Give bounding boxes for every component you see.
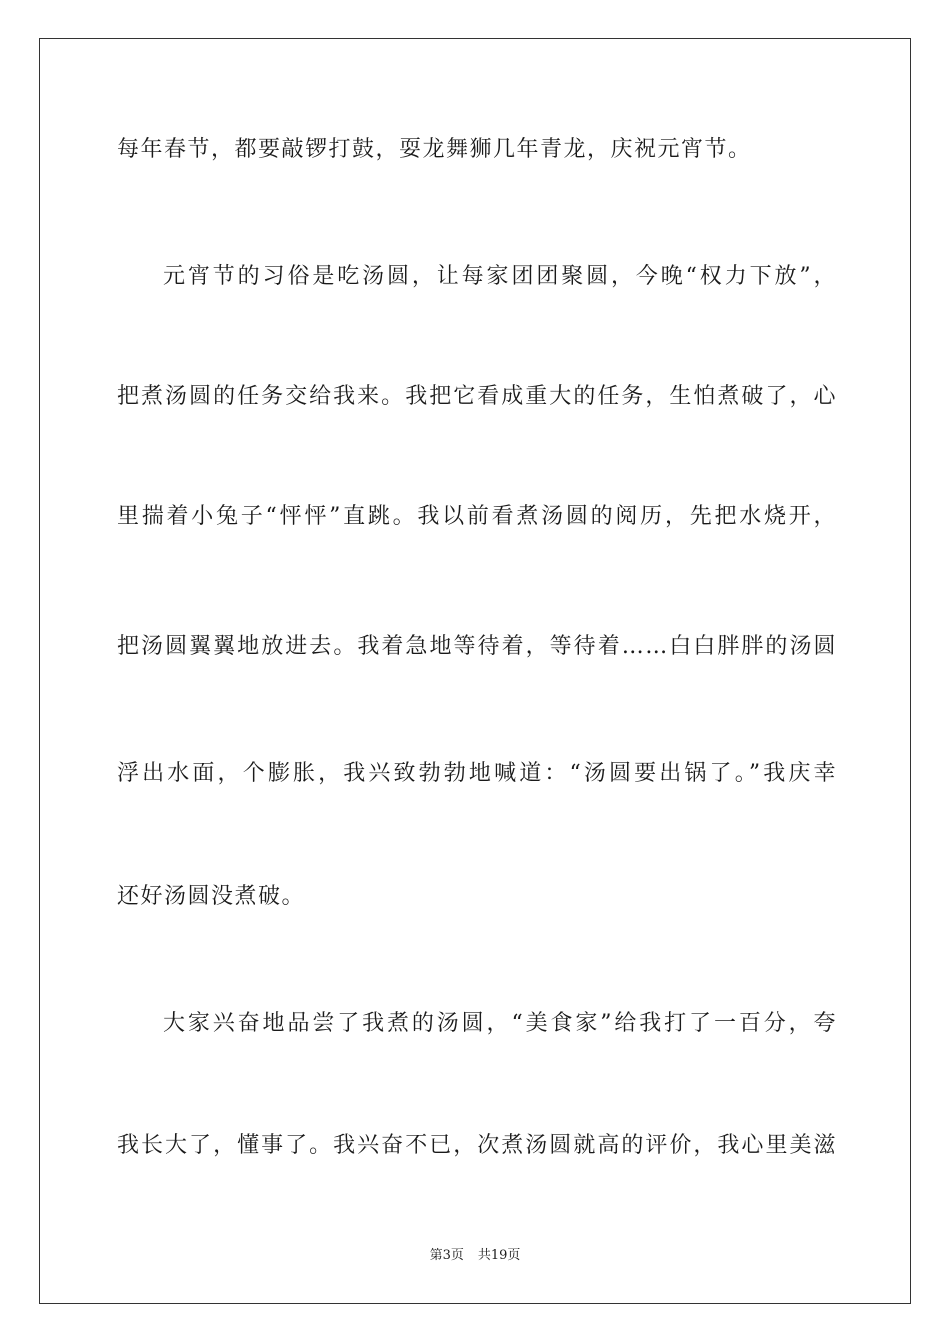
page-border — [39, 38, 911, 1304]
paragraph-line: 里揣着小兔子“怦怦”直跳。我以前看煮汤圆的阅历，先把水烧开， — [117, 504, 837, 529]
total-pages: 共19页 — [477, 1248, 521, 1263]
paragraph-line: 我长大了，懂事了。我兴奋不已，次煮汤圆就高的评价，我心里美滋 — [117, 1133, 837, 1158]
paragraph-line: 把煮汤圆的任务交给我来。我把它看成重大的任务，生怕煮破了，心 — [117, 384, 837, 409]
paragraph-line: 每年春节，都要敲锣打鼓，耍龙舞狮几年青龙，庆祝元宵节。 — [117, 137, 752, 162]
paragraph-line: 大家兴奋地品尝了我煮的汤圆，“美食家”给我打了一百分，夸 — [163, 1011, 837, 1036]
page-footer — [0, 1247, 950, 1265]
paragraph-line: 把汤圆翼翼地放进去。我着急地等待着，等待着……白白胖胖的汤圆 — [117, 634, 837, 659]
paragraph-line: 浮出水面，个膨胀，我兴致勃勃地喊道：“汤圆要出锅了。”我庆幸 — [117, 761, 837, 786]
paragraph-line: 还好汤圆没煮破。 — [117, 884, 306, 909]
paragraph-line: 元宵节的习俗是吃汤圆，让每家团团聚圆，今晚“权力下放”， — [163, 264, 837, 289]
page-number: 第3页 — [429, 1248, 464, 1263]
